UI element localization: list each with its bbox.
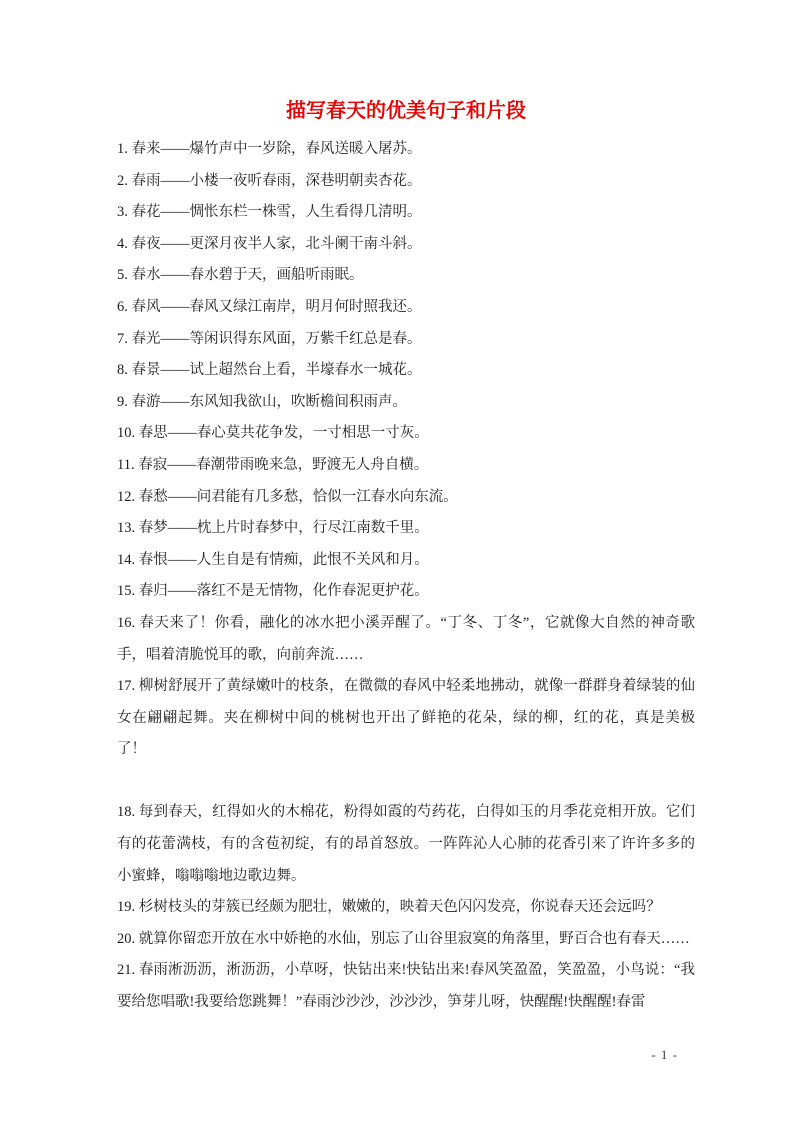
list-item-4: 4. 春夜——更深月夜半人家，北斗阑干南斗斜。 [117, 235, 422, 252]
list-item-8: 8. 春景——试上超然台上看，半壕春水一城花。 [117, 362, 422, 379]
list-item-17: 17. 柳树舒展开了黄绿嫩叶的枝条，在微微的春风中轻柔地拂动，就像一群群身着绿装的仙女在翩翩起舞。夹在柳树中间的桃树也开出了鲜艳的花朵，绿的柳，红的花，真是美极了！ [117, 678, 695, 758]
list-item-2: 2. 春雨——小楼一夜听春雨，深巷明朝卖杏花。 [117, 172, 422, 189]
list-item-14: 14. 春恨——人生自是有情痴，此恨不关风和月。 [117, 551, 429, 568]
list-item-11: 11. 春寂——春潮带雨晚来急，野渡无人舟自横。 [117, 456, 429, 473]
list-item-19: 19. 杉树枝头的芽簇已经颇为肥壮，嫩嫩的，映着天色闪闪发亮，你说春天还会远吗？ [117, 899, 661, 916]
list-item-21: 21. 春雨淅沥沥，淅沥沥，小草呀，快钻出来!快钻出来!春风笑盈盈，笑盈盈，小鸟说：“我要给您唱歌!我要给您跳舞！”春雨沙沙沙，沙沙沙，笋芽儿呀，快醒醒!快醒醒!春雷 [117, 962, 695, 1011]
list-item-5: 5. 春水——春水碧于天，画船听雨眠。 [117, 267, 364, 284]
list-item-20: 20. 就算你留恋开放在水中娇艳的水仙，别忘了山谷里寂寞的角落里，野百合也有春天…… [117, 930, 690, 947]
list-item-7: 7. 春光——等闲识得东风面，万紫千红总是春。 [117, 330, 422, 347]
list-item-16: 16. 春天来了！你看，融化的冰水把小溪弄醒了。“丁冬、丁冬”，它就像大自然的神奇歌手，唱着清脆悦耳的歌，向前奔流…… [117, 614, 695, 663]
list-item-12: 12. 春愁——问君能有几多愁，恰似一江春水向东流。 [117, 488, 458, 505]
list-item-6: 6. 春风——春风又绿江南岸，明月何时照我还。 [117, 298, 422, 315]
page-number: - 1 - [651, 1047, 678, 1062]
list-item-13: 13. 春梦——枕上片时春梦中，行尽江南数千里。 [117, 520, 429, 537]
list-item-1: 1. 春来——爆竹声中一岁除，春风送暖入屠苏。 [117, 141, 422, 157]
list-item-18: 18. 每到春天，红得如火的木棉花，粉得如霞的芍药花，白得如玉的月季花竞相开放。它们有的花蕾满枝，有的含苞初绽，有的昂首怒放。一阵阵沁人心肺的花香引来了许许多多的小蜜蜂，嗡嗡嗡地边歌边舞。 [117, 804, 695, 884]
list-item-15: 15. 春归——落红不是无情物，化作春泥更护花。 [117, 583, 429, 600]
list-item-9: 9. 春游——东风知我欲山，吹断檐间积雨声。 [117, 393, 407, 410]
list-item-10: 10. 春思——春心莫共花争发，一寸相思一寸灰。 [117, 425, 429, 442]
list-item-3: 3. 春花——惆怅东栏一株雪，人生看得几清明。 [117, 204, 422, 221]
page-title: 描写春天的优美句子和片段 [286, 100, 526, 122]
